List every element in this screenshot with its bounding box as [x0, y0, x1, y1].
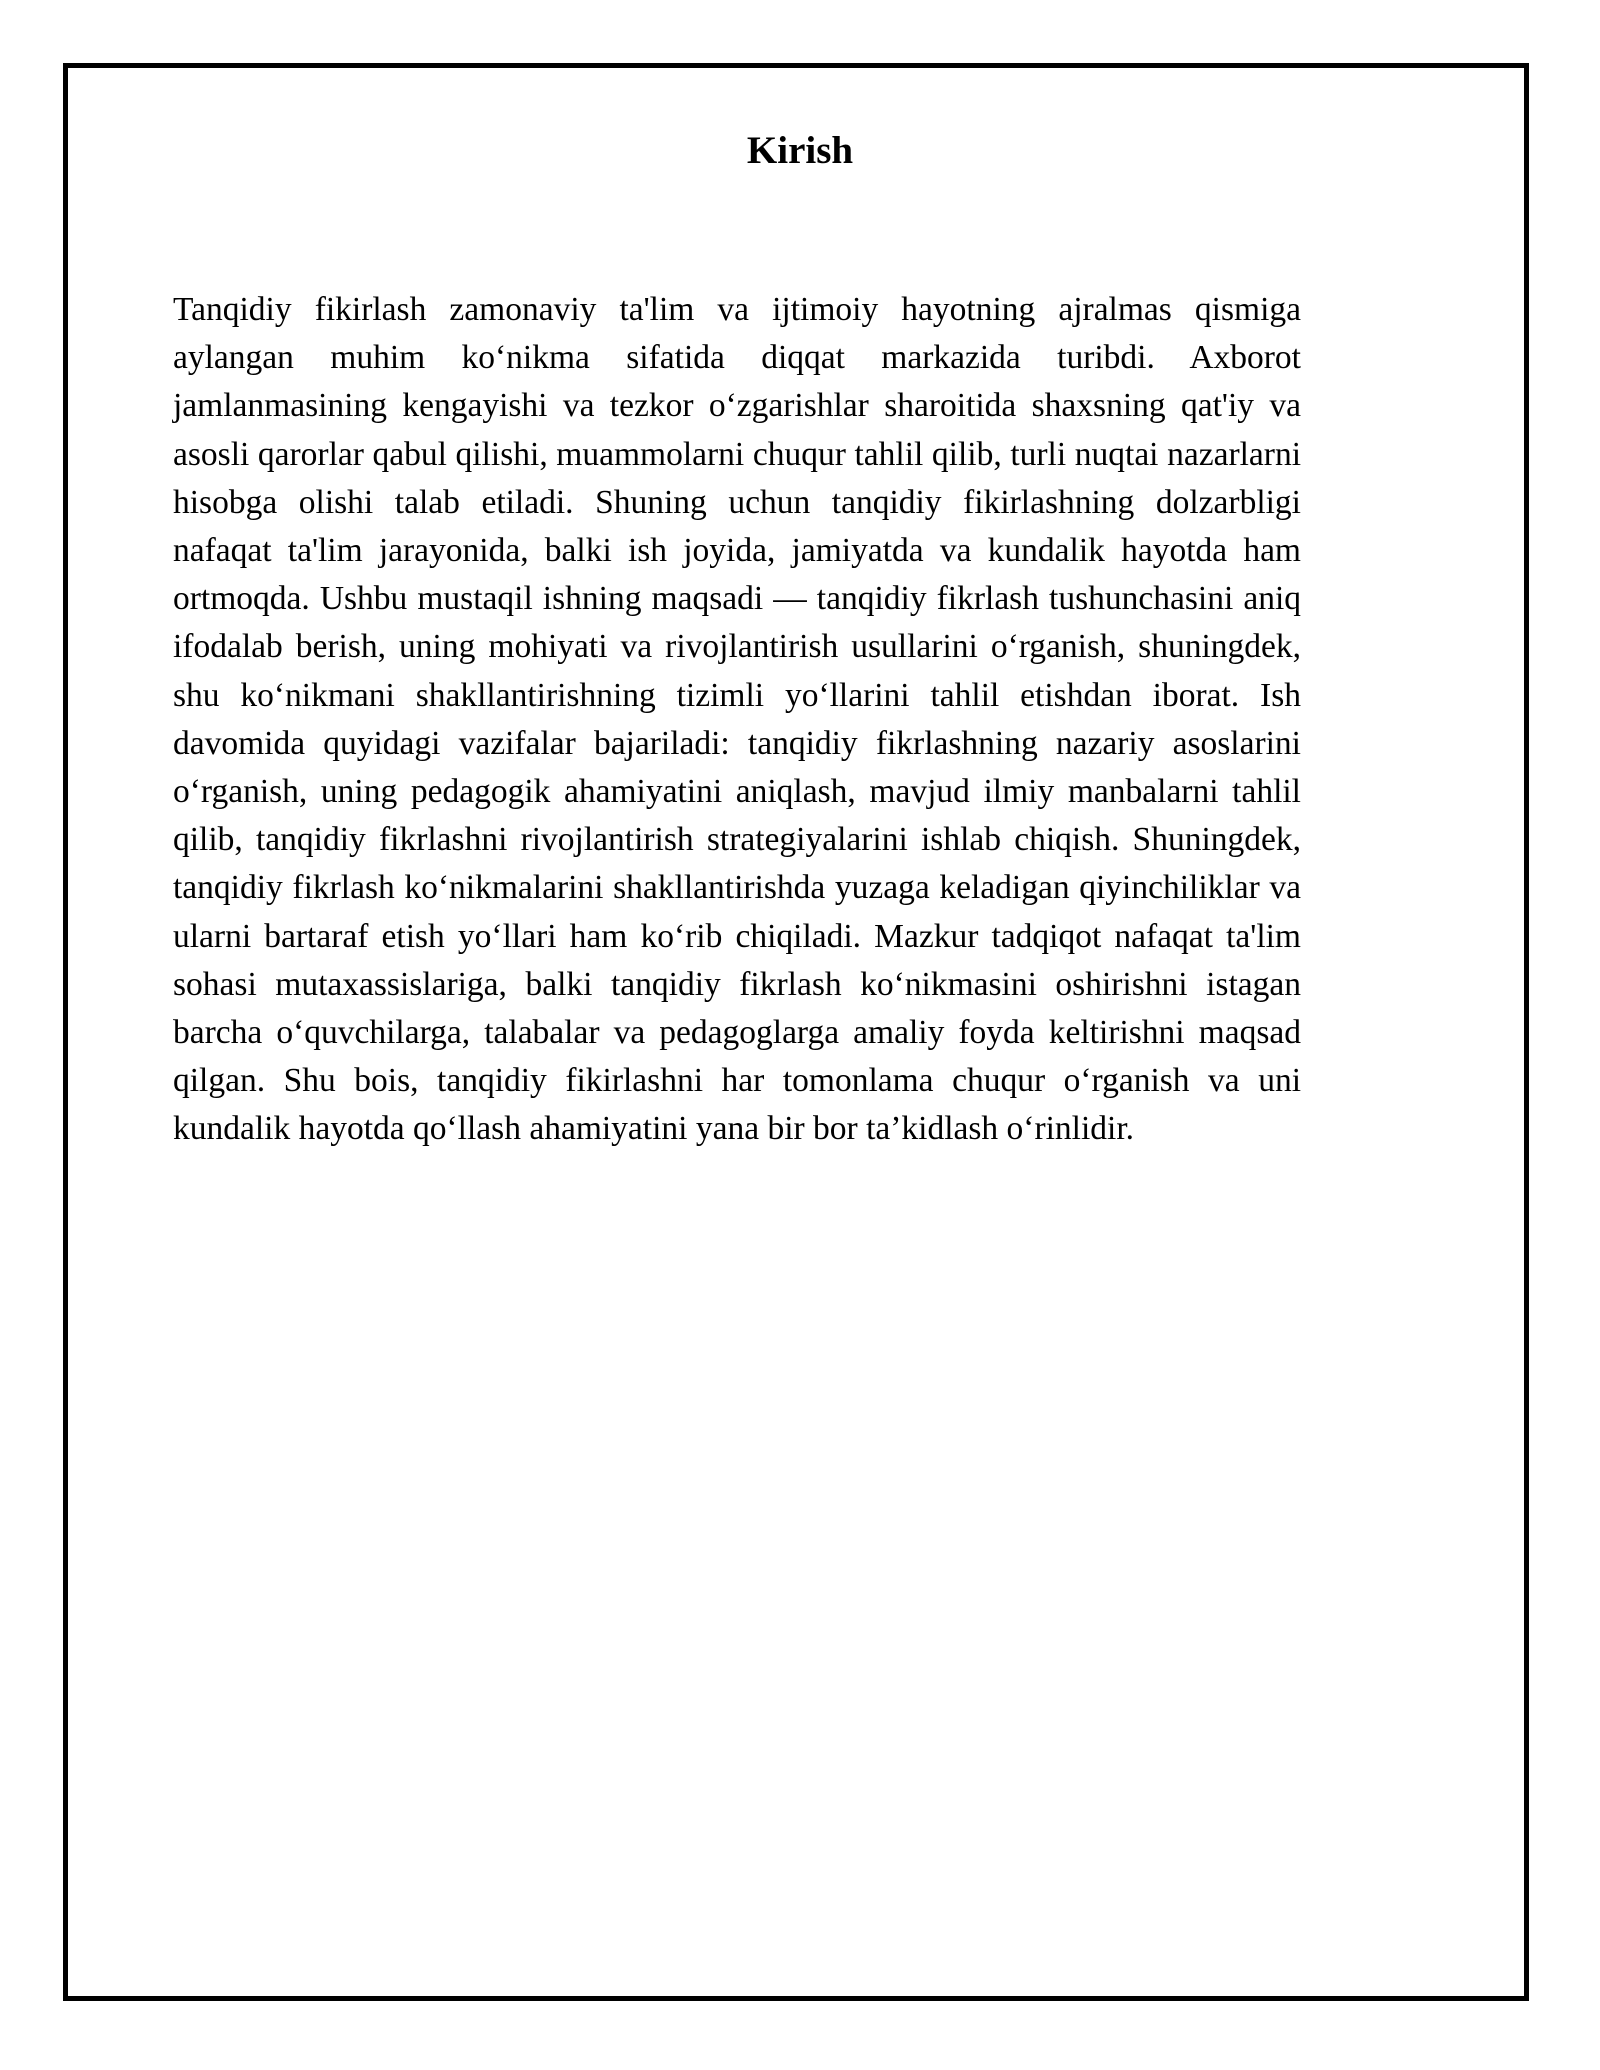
body-paragraph: Tanqidiy fikirlash zamonaviy ta'lim va ijtimoiy hayotning ajralmas qismiga aylangan muhim ko‘nikma sifatida diqqat markazida turibdi. Axborot jamlanmasining kengayishi va tezkor o‘zgarishlar sharoitida shaxsning qat'iy va asosli qarorlar qabul qilishi, muammolarni chuqur tahlil qilib, turli nuqtai nazarlarni hisobga olishi talab etiladi. Shuning uchun tanqidiy fikirlashning dolzarbligi nafaqat ta'lim jarayonida, balki ish joyida, jamiyatda va kundalik hayotda ham ortmoqda. Ushbu mustaqil ishning maqsadi — tanqidiy fikrlash tushunchasini aniq ifodalab berish, uning mohiyati va rivojlantirish usullarini o‘rganish, shuningdek, shu ko‘nikmani shakllantirishning tizimli yo‘llarini tahlil etishdan iborat. Ish davomida quyidagi vazifalar bajariladi: tanqidiy fikrlashning nazariy asoslarini o‘rganish, uning pedagogik ahamiyatini aniqlash, mavjud ilmiy manbalarni tahlil qilib, tanqidiy fikrlashni rivojlantirish strategiyalarini ishlab chiqish. Shuningdek, tanqidiy fikrlash ko‘nikmalarini shakllantirishda yuzaga keladigan qiyinchiliklar va ularni bartaraf etish yo‘llari ham ko‘rib chiqiladi. Mazkur tadqiqot nafaqat ta'lim sohasi mutaxassislariga, balki tanqidiy fikrlash ko‘nikmasini oshirishni istagan barcha o‘quvchilarga, talabalar va pedagoglarga amaliy foyda keltirishni maqsad qilgan. Shu bois, tanqidiy fikirlashni har tomonlama chuqur o‘rganish va uni kundalik hayotda qo‘llash ahamiyatini yana bir bor ta’kidlash o‘rinlidir.: [173, 291, 1301, 1148]
page-title: Kirish: [746, 129, 854, 172]
